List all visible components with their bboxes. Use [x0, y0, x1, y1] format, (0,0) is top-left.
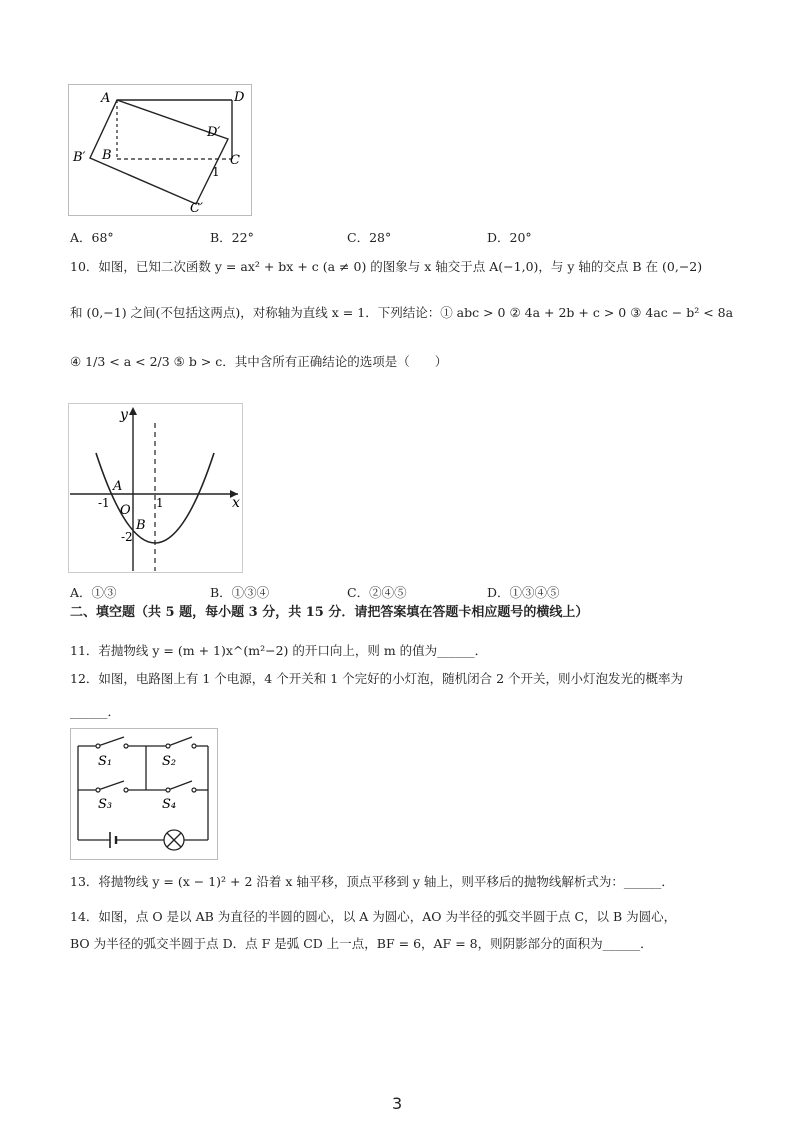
label-d-prime: D′: [207, 125, 221, 140]
label-s4: S₄: [162, 797, 177, 812]
q14-line-2: BO 为半径的弧交半圆于点 D．点 F 是弧 CD 上一点，BF = 6，AF = 8，则阴影部分的面积为______．: [70, 936, 653, 951]
q13-text: 13．将抛物线 y = (x − 1)² + 2 沿着 x 轴平移，顶点平移到 y 轴上，则平移后的抛物线解析式为：______．: [70, 874, 674, 889]
q10-figure: [68, 403, 243, 573]
label-x: x: [232, 495, 240, 511]
switch-terminal: [96, 788, 100, 792]
q9-figure-svg: [68, 84, 252, 216]
label-b-prime: B′: [73, 150, 86, 165]
label-c: C: [230, 153, 240, 168]
q9-option-c: C．28°: [347, 230, 392, 245]
y-axis-arrow: [129, 407, 137, 415]
q10-line-1: 10．如图，已知二次函数 y = ax² + bx + c (a ≠ 0) 的图象与 x 轴交于点 A(−1,0)，与 y 轴的交点 B 在 (0,−2): [70, 259, 703, 274]
label-d: D: [234, 90, 245, 105]
switch-s4-blade: [168, 781, 192, 790]
section-2-heading: 二、填空题（共 5 题，每小题 3 分，共 15 分．请把答案填在答题卡相应题号的横线上）: [70, 605, 589, 620]
label-a: A: [101, 91, 111, 106]
circuit-svg: [70, 728, 218, 860]
q9-option-d: D．20°: [487, 230, 532, 245]
q10-graph-svg: [68, 403, 243, 573]
label-c-prime: C′: [190, 201, 203, 216]
label-neg1: -1: [98, 496, 110, 510]
q9-option-a: A．68°: [70, 230, 114, 245]
switch-terminal: [124, 788, 128, 792]
label-b: B: [136, 518, 146, 533]
switch-terminal: [192, 744, 196, 748]
label-angle-1: 1: [212, 165, 220, 179]
q10-line-3: ④ 1/3 < a < 2/3 ⑤ b > c．其中含所有正确结论的选项是（ ）: [70, 354, 448, 369]
page-number: 3: [392, 1094, 403, 1113]
label-s2: S₂: [162, 754, 177, 769]
q14-line-1: 14．如图，点 O 是以 AB 为直径的半圆的圆心，以 A 为圆心，AO 为半径的弧交半圆于点 C，以 B 为圆心，: [70, 909, 677, 924]
q9-figure-frame: [69, 85, 252, 216]
label-a: A: [113, 479, 123, 494]
q10-option-b: B．①③④: [210, 585, 270, 600]
q11-text: 11．若抛物线 y = (m + 1)x^(m²−2) 的开口向上，则 m 的值为______．: [70, 643, 488, 658]
label-o: O: [120, 503, 131, 518]
q9-option-b: B．22°: [210, 230, 254, 245]
q12-line-1: 12．如图，电路图上有 1 个电源，4 个开关和 1 个完好的小灯泡，随机闭合 2 个开关，则小灯泡发光的概率为: [70, 671, 684, 686]
circuit-figure: [70, 728, 218, 860]
switch-terminal: [96, 744, 100, 748]
q12-line-2: ______．: [70, 704, 121, 719]
switch-terminal: [166, 788, 170, 792]
label-s3: S₃: [98, 797, 113, 812]
switch-terminal: [192, 788, 196, 792]
label-b: B: [102, 148, 112, 163]
label-s1: S₁: [98, 754, 113, 769]
label-y: y: [120, 407, 128, 423]
switch-terminal: [166, 744, 170, 748]
q10-line-2: 和 (0,−1) 之间(不包括这两点)，对称轴为直线 x = 1．下列结论：① abc > 0 ② 4a + 2b + c > 0 ③ 4ac − b² < 8a: [70, 305, 734, 320]
q10-option-d: D．①③④⑤: [487, 585, 560, 600]
switch-s3-blade: [98, 781, 124, 790]
switch-terminal: [124, 744, 128, 748]
label-one: 1: [156, 496, 164, 510]
switch-s1-blade: [98, 737, 124, 746]
q10-option-c: C．②④⑤: [347, 585, 407, 600]
label-neg2: -2: [121, 530, 133, 544]
switch-s2-blade: [168, 737, 192, 746]
q9-figure: [68, 84, 252, 216]
q10-option-a: A．①③: [70, 585, 117, 600]
